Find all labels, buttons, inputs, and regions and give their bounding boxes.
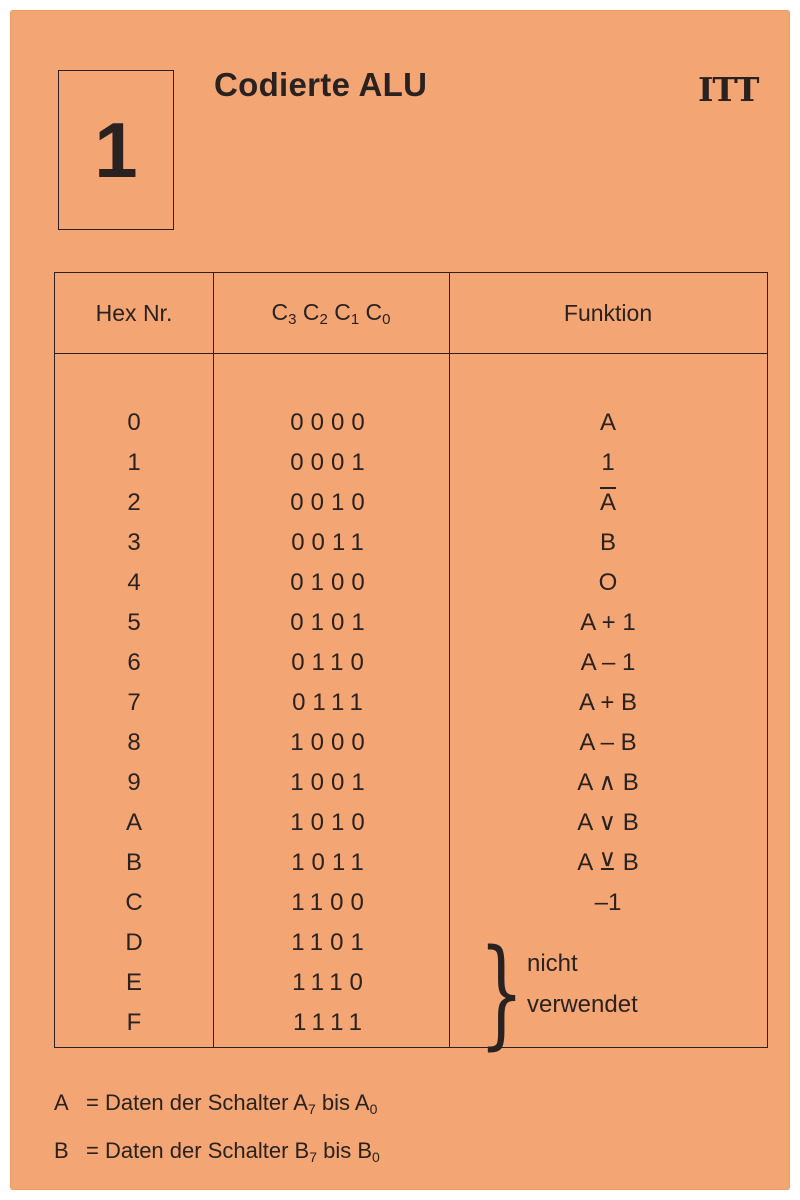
header-code: [213, 273, 449, 353]
hex-cell: 9: [127, 769, 141, 796]
code-cell: 0000: [290, 409, 372, 436]
code-cell: 0111: [292, 689, 370, 716]
function-cell: A ∨ B: [577, 809, 639, 836]
hex-cell: 1: [127, 449, 141, 476]
legend: [54, 1082, 380, 1178]
hex-cell: A: [125, 809, 142, 836]
hex-cell: C: [125, 889, 143, 916]
code-cell: 0100: [290, 569, 372, 596]
function-cell: A ∧ B: [577, 769, 639, 796]
code-cell: 1110: [292, 969, 370, 996]
header-divider: [55, 353, 767, 354]
legend-line-a: A = Daten der Schalter $A_7$ bis $A_0$: [54, 1090, 378, 1117]
hex-cell: B: [125, 849, 142, 876]
hex-cell: 2: [127, 489, 141, 516]
card-number: 1: [58, 70, 174, 230]
function-cell: A + B: [578, 689, 638, 716]
code-cell: 0101: [290, 609, 372, 636]
hex-cell: 6: [127, 649, 141, 676]
function-cell: $\overline{A}$: [599, 489, 616, 516]
brace-icon: }: [479, 923, 525, 1061]
code-cell: 1001: [290, 769, 372, 796]
card-title: Codierte ALU: [214, 66, 428, 103]
hex-column: [55, 403, 213, 1043]
hex-cell: F: [126, 1009, 142, 1036]
function-cell: B: [599, 529, 616, 556]
code-cell: 1111: [292, 1009, 370, 1036]
hex-cell: 8: [127, 729, 141, 756]
hex-cell: D: [125, 929, 143, 956]
header-function: Funktion: [563, 299, 653, 326]
hex-cell: 4: [127, 569, 141, 596]
code-bit-1: $C_1$: [334, 298, 360, 328]
function-cell: A – 1: [580, 649, 636, 676]
code-cell: 1000: [290, 729, 372, 756]
code-cell: 1010: [290, 809, 372, 836]
function-cell: –1: [594, 889, 622, 916]
code-cell: 0001: [290, 449, 372, 476]
code-cell: 0011: [291, 529, 371, 556]
alu-function-table: [54, 272, 768, 1061]
code-column: [213, 403, 449, 1043]
hex-cell: 5: [127, 609, 141, 636]
function-cell: A + 1: [580, 609, 636, 636]
code-bit-2: $C_2$: [302, 298, 328, 328]
function-cell: A: [599, 409, 616, 436]
code-cell: 0110: [291, 649, 371, 676]
legend-line-b: B = Daten der Schalter $B_7$ bis $B_0$: [54, 1138, 380, 1165]
code-cell: 1011: [291, 849, 371, 876]
hex-cell: 3: [127, 529, 141, 556]
hex-cell: 7: [127, 689, 141, 716]
function-cell: 1: [601, 449, 615, 476]
code-bit-3: $C_3$: [271, 298, 297, 328]
alu-card: [10, 10, 790, 1190]
code-cell: 0010: [290, 489, 372, 516]
function-cell: O: [598, 569, 618, 596]
code-cell: 1100: [291, 889, 371, 916]
unused-note: nicht verwendet: [527, 950, 638, 1018]
header-hex: Hex Nr.: [95, 299, 173, 326]
code-bit-0: $C_0$: [365, 298, 391, 328]
code-cell: 1101: [291, 929, 371, 956]
hex-cell: 0: [127, 409, 141, 436]
function-cell: A – B: [579, 729, 637, 756]
function-cell: A ⊻ B: [577, 849, 639, 876]
hex-cell: E: [125, 969, 142, 996]
itt-logo: ITT: [698, 70, 759, 109]
